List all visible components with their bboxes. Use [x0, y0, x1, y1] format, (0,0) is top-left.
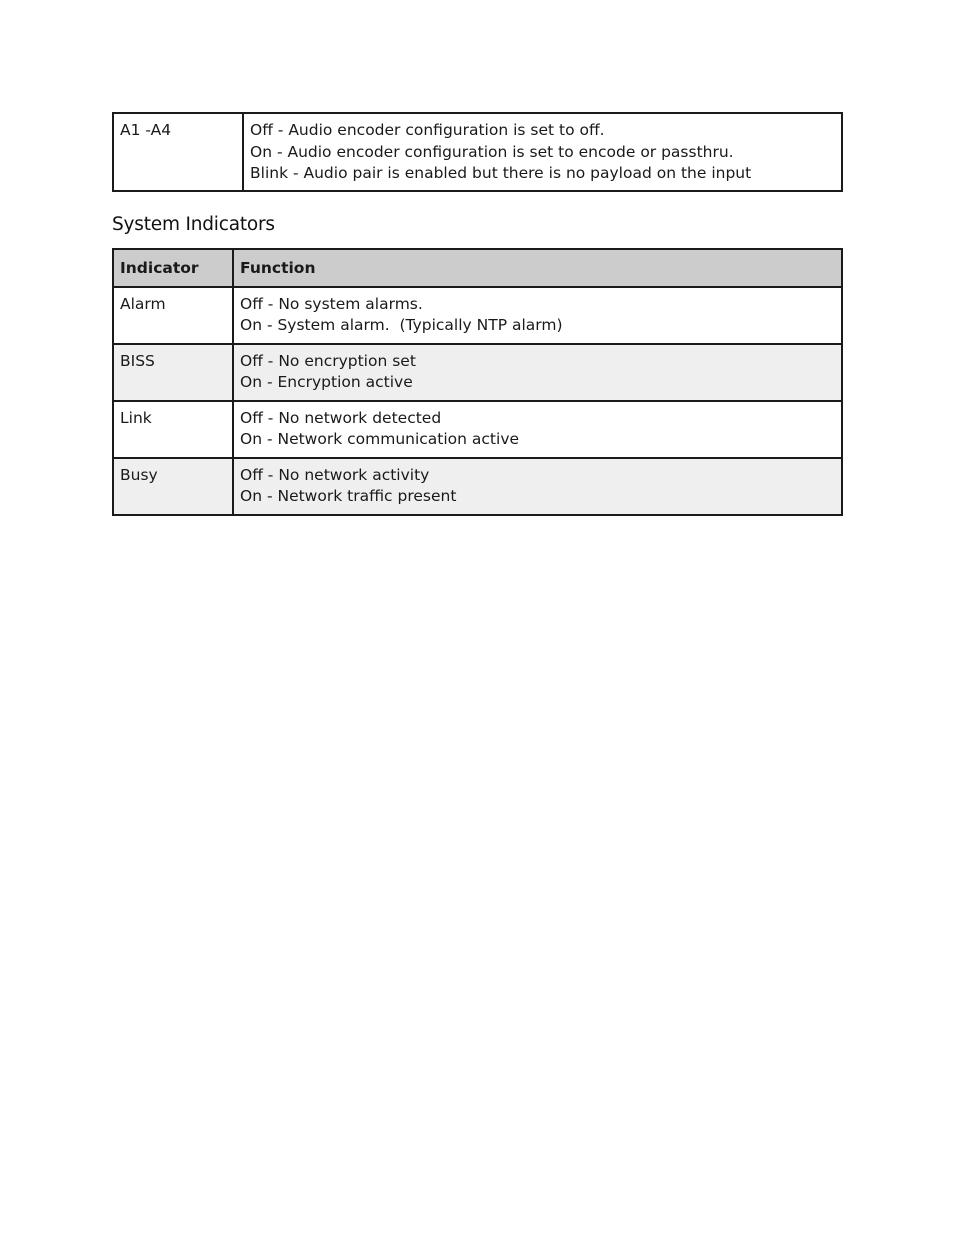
function-line: On - System alarm. (Typically NTP alarm) [240, 316, 563, 334]
column-header-indicator: Indicator [113, 249, 233, 287]
indicator-cell: Busy [113, 458, 233, 515]
function-cell [233, 458, 842, 515]
function-line: Off - Audio encoder configuration is set to off. [250, 121, 605, 139]
section-heading: System Indicators [112, 214, 275, 235]
function-line: Off - No network activity [240, 465, 430, 484]
table-row [113, 458, 842, 515]
indicator-cell: Alarm [113, 287, 233, 344]
indicator-cell: BISS [113, 344, 233, 401]
function-cell [233, 401, 842, 458]
table-row [113, 344, 842, 401]
indicator-cell: A1 -A4 [113, 113, 243, 191]
function-line: Blink - Audio pair is enabled but there is no payload on the input [250, 164, 752, 182]
function-line: Off - No system alarms. [240, 294, 423, 313]
function-cell [233, 287, 842, 344]
audio-indicators-table [112, 112, 843, 192]
function-line: On - Audio encoder configuration is set to encode or passthru. [250, 142, 734, 161]
function-line: On - Network communication active [240, 430, 520, 448]
table-row [113, 401, 842, 458]
indicator-cell: Link [113, 401, 233, 458]
function-line: On - Encryption active [240, 373, 413, 391]
column-header-function: Function [233, 249, 842, 287]
table-row [113, 113, 842, 191]
function-line: On - Network traffic present [240, 487, 457, 505]
function-line: Off - No encryption set [240, 351, 416, 370]
function-cell [243, 113, 842, 191]
function-cell [233, 344, 842, 401]
system-indicators-table [112, 248, 843, 516]
function-line: Off - No network detected [240, 408, 442, 427]
table-header-row [113, 249, 842, 287]
table-row [113, 287, 842, 344]
